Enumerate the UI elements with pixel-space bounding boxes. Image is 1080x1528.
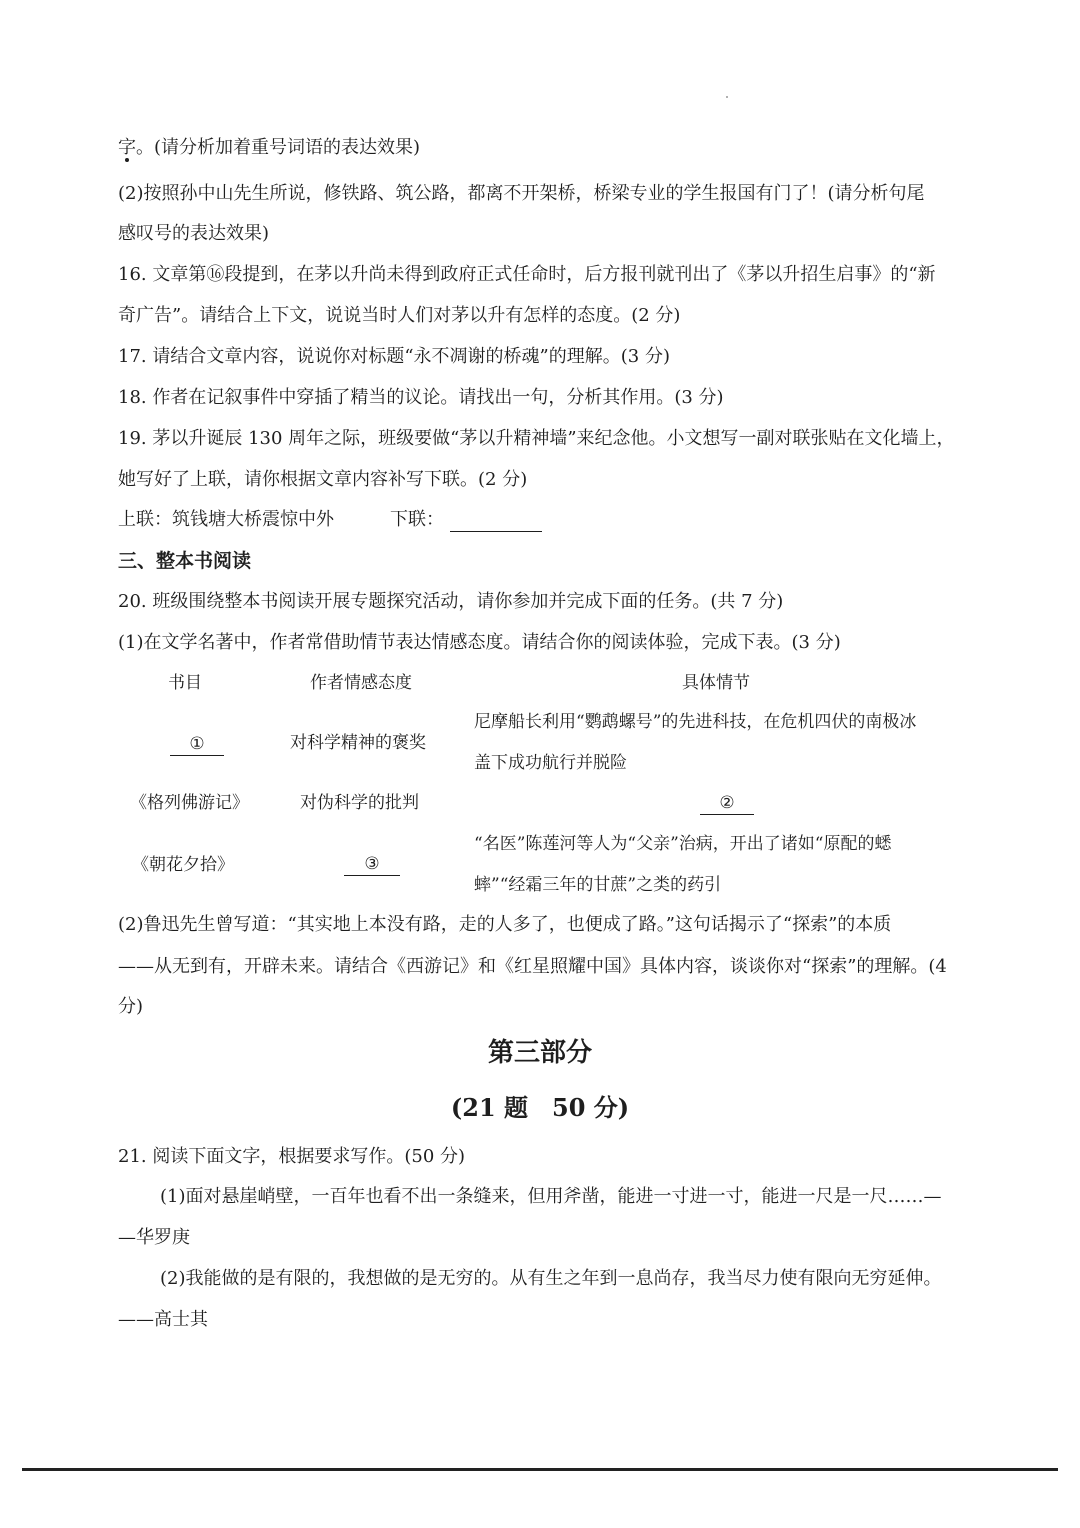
couplet-lower-label: 下联： [390,509,444,530]
bottom-rule [22,1468,1058,1471]
section-3-heading: 三、整本书阅读 [118,550,252,572]
table-row-1-plot-line-1: 尼摩船长利用“鹦鹉螺号”的先进科技，在危机四伏的南极冰 [474,712,917,732]
question-19-line-2: 她写好了上联，请你根据文章内容补写下联。(2 分) [118,469,528,490]
emphasis-dot [125,158,129,162]
table-row-3-plot-line-2: 蟀”“经霜三年的甘蔗”之类的药引 [474,875,722,895]
quote-1-line-2: —华罗庚 [118,1227,190,1248]
table-header-book: 书目 [168,673,202,693]
question-19-line-1: 19. 茅以升诞辰 130 周年之际，班级要做“茅以升精神墙”来纪念他。小文想写一副对联张贴在文化墙上， [118,428,955,449]
couplet-lower [390,508,542,532]
table-header-plot: 具体情节 [682,673,750,693]
table-row-3-book: 《朝花夕拾》 [132,855,234,875]
question-20-part-2-line-2: ——从无到有，开辟未来。请结合《西游记》和《红星照耀中国》具体内容，谈谈你对“探索”的理解。(4 [118,956,947,977]
table-row-2-book: 《格列佛游记》 [130,793,249,813]
quote-2-line-1: (2)我能做的是有限的，我想做的是无穷的。从有生之年到一息尚存，我当尽力使有限向无穷延伸。 [160,1268,942,1289]
table-blank-2: ② [700,792,754,815]
question-16-line-1: 16. 文章第⑯段提到，在茅以升尚未得到政府正式任命时，后方报刊就刊出了《茅以升招生启事》的“新 [118,264,936,285]
couplet-upper: 上联：筑钱塘大桥震惊中外 [118,509,334,530]
table-row-3-plot-line-1: “名医”陈莲河等人为“父亲”治病，开出了诸如“原配的蟋 [474,834,892,854]
table-row-2-attitude: 对伪科学的批判 [300,793,419,813]
question-18: 18. 作者在记叙事件中穿插了精当的议论。请找出一句，分析其作用。(3 分) [118,387,724,408]
text-line-2: (2)按照孙中山先生所说，修铁路、筑公路，都离不开架桥，桥梁专业的学生报国有门了！(请分析句尾 [118,183,925,204]
quote-2-line-2: ——高士其 [118,1309,208,1330]
table-row-1-attitude: 对科学精神的褒奖 [290,733,426,753]
part-3-title: 第三部分 [487,1038,592,1068]
question-21: 21. 阅读下面文字，根据要求写作。(50 分) [118,1146,466,1167]
scan-speck [726,96,728,98]
table-blank-3: ③ [344,853,400,876]
text-line-1: 字。(请分析加着重号词语的表达效果) [118,137,421,158]
couplet-answer-blank [450,511,542,532]
text-line-3: 感叹号的表达效果) [118,223,270,244]
table-row-1-plot-line-2: 盖下成功航行并脱险 [474,753,627,773]
quote-1-line-1: (1)面对悬崖峭壁，一百年也看不出一条缝来，但用斧凿，能进一寸进一寸，能进一尺是一尺……— [160,1186,942,1207]
question-16-line-2: 奇广告”。请结合上下文，说说当时人们对茅以升有怎样的态度。(2 分) [118,305,681,326]
question-17: 17. 请结合文章内容，说说你对标题“永不凋谢的桥魂”的理解。(3 分) [118,346,670,367]
question-20-part-1: (1)在文学名著中，作者常借助情节表达情感态度。请结合你的阅读体验，完成下表。(3 分) [118,632,841,653]
table-header-attitude: 作者情感态度 [310,673,412,693]
question-20-part-2-line-3: 分) [118,996,144,1017]
part-3-subtitle: (21 题 50 分) [450,1093,630,1122]
question-20: 20. 班级围绕整本书阅读开展专题探究活动，请你参加并完成下面的任务。(共 7 分) [118,591,784,612]
question-20-part-2-line-1: (2)鲁迅先生曾写道：“其实地上本没有路，走的人多了，也便成了路。”这句话揭示了“探索”的本质 [118,914,892,935]
table-blank-1: ① [170,733,224,756]
